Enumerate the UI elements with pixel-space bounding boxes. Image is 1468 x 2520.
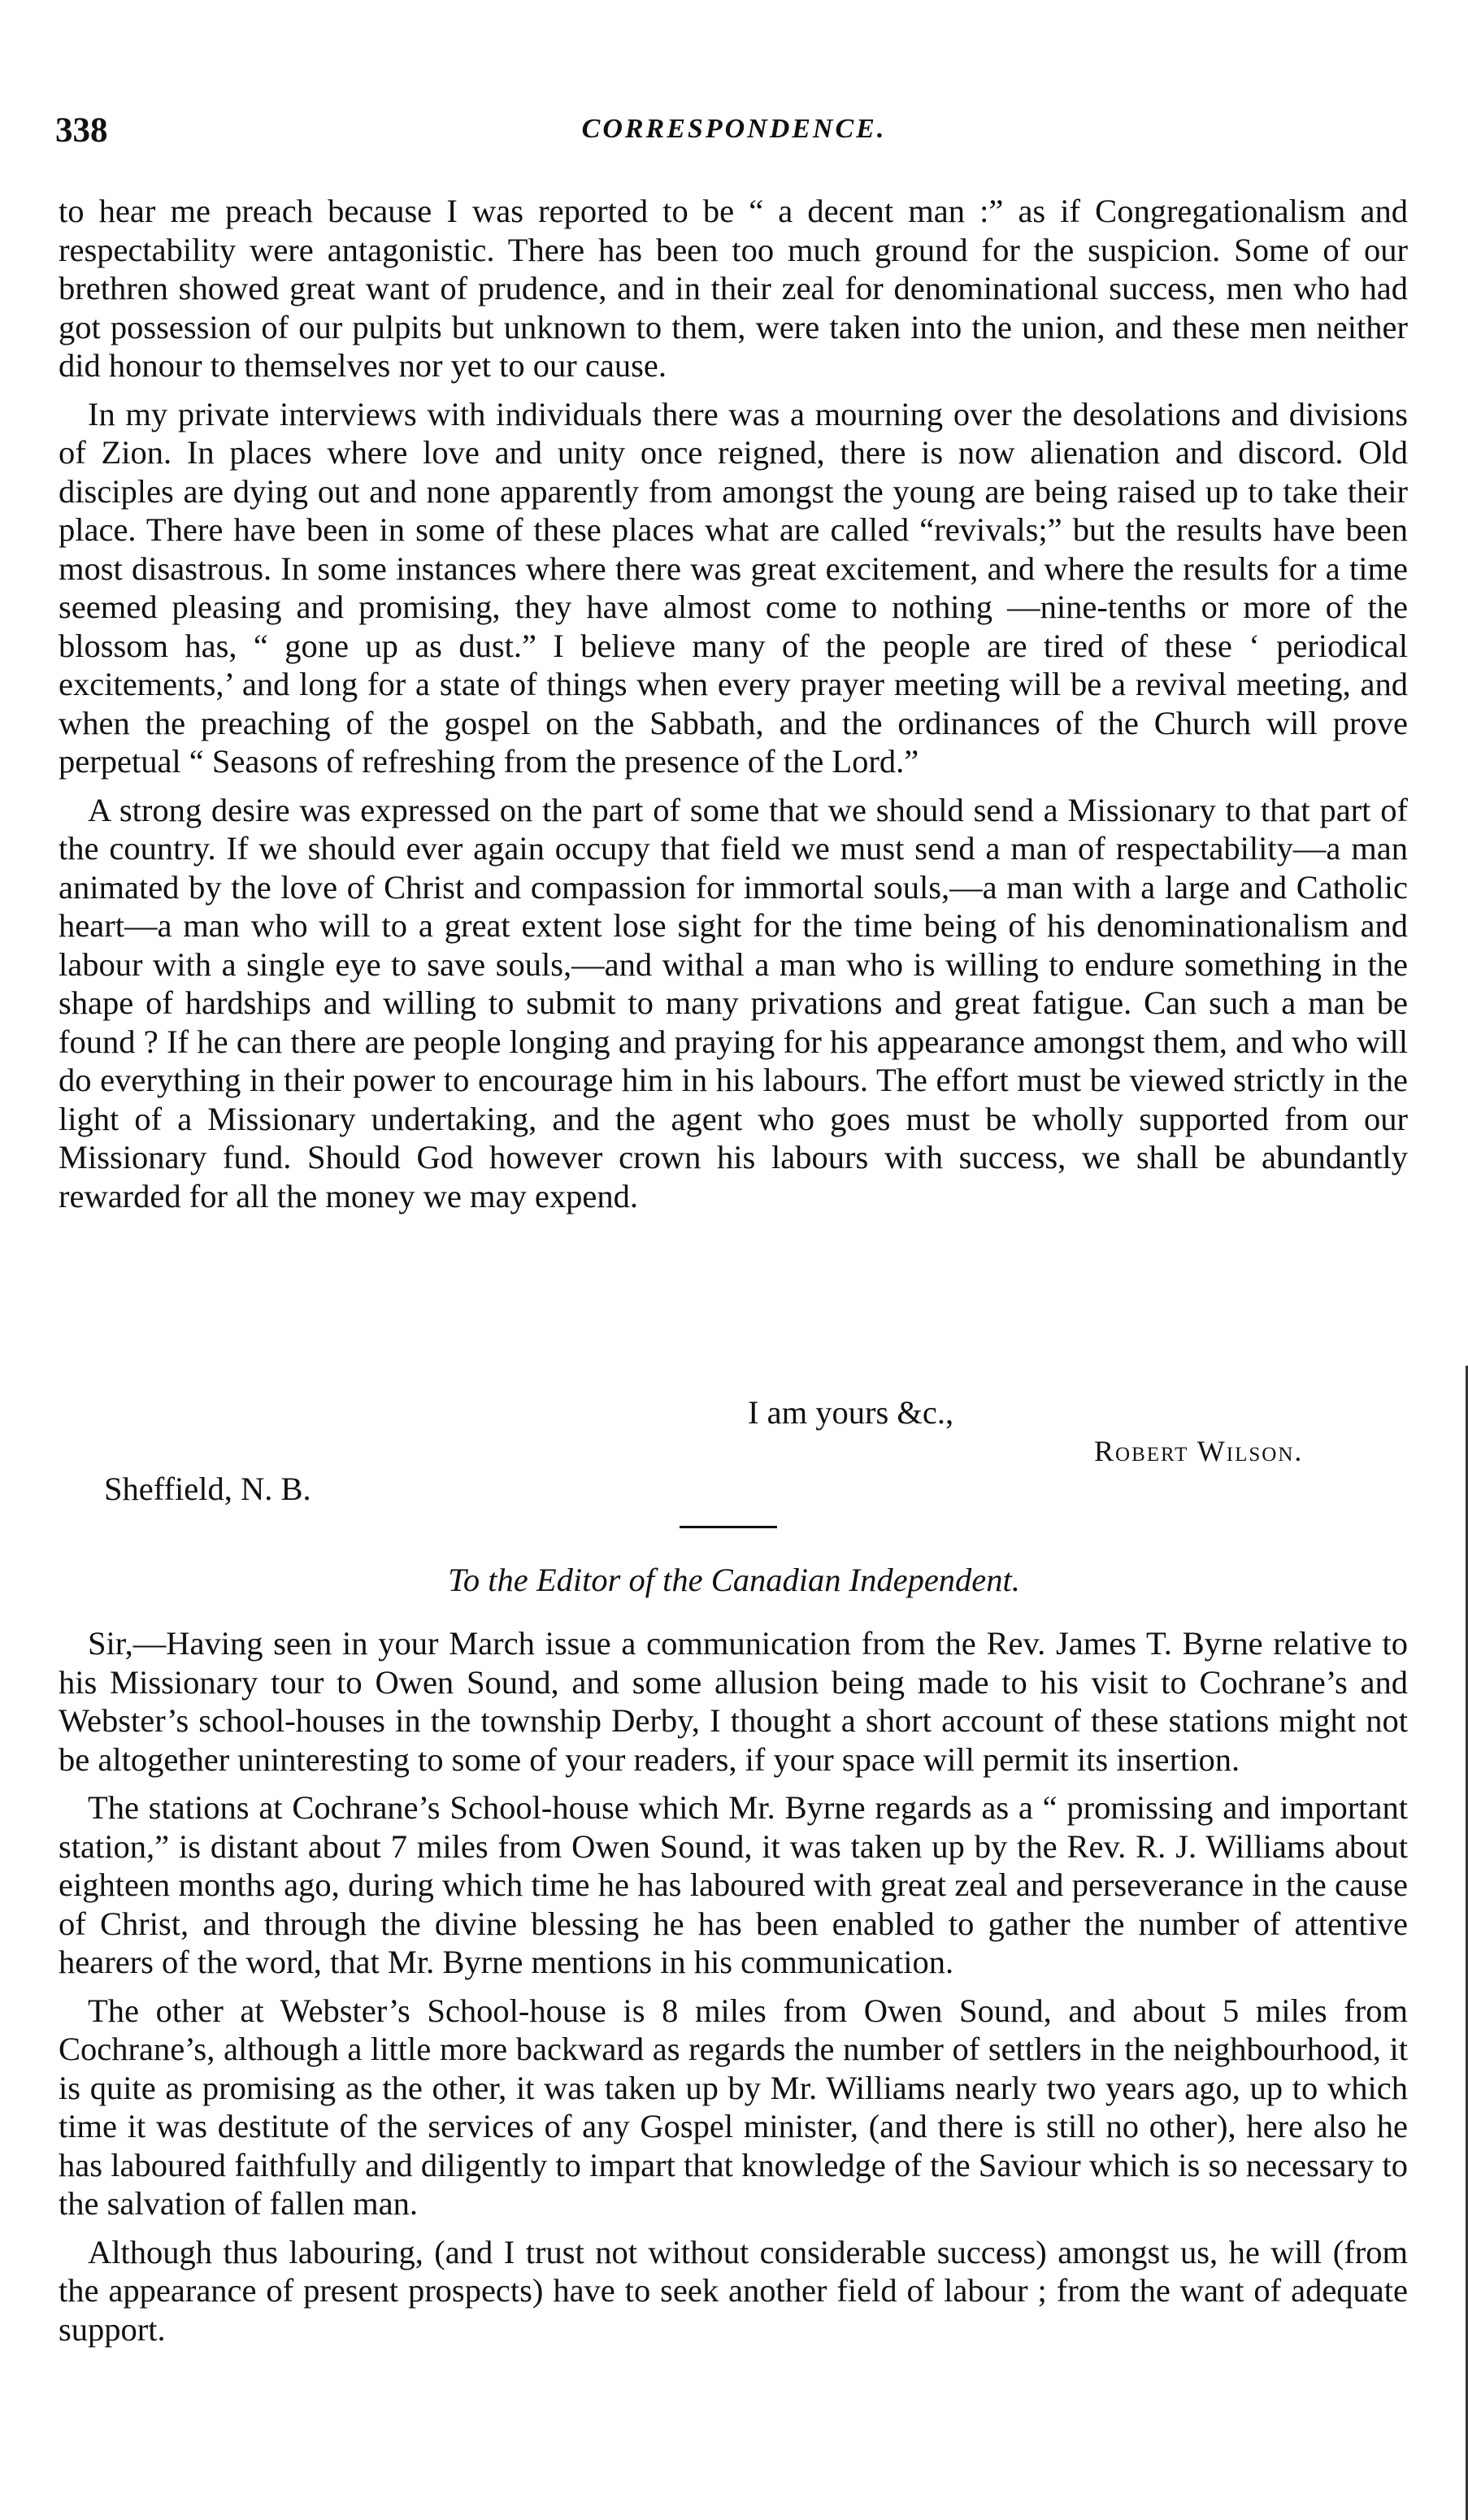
letter-2-body [59,1624,1408,2358]
page-number: 338 [55,111,108,150]
letter-2-paragraph-4: Although thus labouring, (and I trust not without considerable success) amongst us, he will (from the appearance of present prospects) have to seek another field of labour ; from the want of adequate support. [59,2233,1408,2348]
letter-1-paragraph-3: A strong desire was expressed on the part of some that we should send a Missionary to that part of the country. If we should ever again occupy that field we must send a man of respectability—a man animated by the love of Christ and compassion for immortal souls,—a man with a large and Catholic heart—a man who will to a great extent lose sight for the time being of his denominationalism and labour with a single eye to save souls,—and withal a man who is willing to endure something in the shape of hardships and willing to submit to many privations and great fatigue. Can such a man be found ? If he can there are people longing and praying for his appearance amongst them, and who will do everything in their power to encourage him in his labours. The effort must be viewed strictly in the light of a Missionary undertaking, and the agent who goes must be wholly supported from our Missionary fund. Should God however crown his labours with success, we shall be abundantly rewarded for all the money we may expend. [59,791,1408,1214]
letter-1-paragraph-1: to hear me preach because I was reported to be “ a decent man :” as if Congregationalism and respectability were antagonistic. There has been too much ground for the suspicion. Some of our brethren showed great want of prudence, and in their zeal for denominational success, men who had got possession of our pulpits but unknown to them, were taken into the union, and these men neither did honour to themselves nor yet to our cause. [59,193,1408,384]
section-divider [680,1526,777,1528]
letter-1-paragraph-2: In my private interviews with individuals there was a mourning over the desolations and divisions of Zion. In places where love and unity once reigned, there is now alienation and discord. Old disciples are dying out and none apparently from amongst the young are being raised up to take their place. There have been in some of these places what are called “revivals;” but the results have been most disastrous. In some instances where there was great excitement, and where the results for a time seemed pleasing and promising, they have almost come to nothing —nine-tenths or more of the blossom has, “ gone up as dust.” I believe many of the people are tired of these ‘ periodical excitements,’ and long for a state of things when every prayer meeting will be a revival meeting, and when the preaching of the gospel on the Sabbath, and the ordinances of the Church will prove perpetual “ Seasons of refreshing from the presence of the Lord.” [59,395,1408,780]
place-line: Sheffield, N. B. [104,1471,311,1507]
letter-closing: I am yours &c., [748,1394,954,1431]
running-title: CORRESPONDENCE. [581,114,887,144]
letter-1-body [59,192,1408,1225]
letter-2-paragraph-1: Sir,—Having seen in your March issue a communication from the Rev. James T. Byrne relative to his Missionary tour to Owen Sound, and some allusion being made to his visit to Cochrane’s and Webster’s school-houses in the township Derby, I thought a short account of these stations might not be altogether uninteresting to some of your readers, if your space will permit its insertion. [59,1625,1408,1778]
signature: Robert Wilson. [1094,1435,1304,1467]
letter-2-paragraph-3: The other at Webster’s School-house is 8 miles from Owen Sound, and about 5 miles from Cochrane’s, although a little more backward as regards the number of settlers in the neighbourhood, it is quite as promising as the other, it was taken up by Mr. Williams nearly two years ago, up to which time it was destitute of the services of any Gospel minister, (and there is still no other), here also he has laboured faithfully and diligently to impart that knowledge of the Saviour which is so necessary to the salvation of fallen man. [59,1992,1408,2222]
running-head [55,111,1413,159]
letter-2-paragraph-2: The stations at Cochrane’s School-house which Mr. Byrne regards as a “ promissing and important station,” is distant about 7 miles from Owen Sound, it was taken up by the Rev. R. J. Williams about eighteen months ago, during which time he has laboured with great zeal and perseverance in the cause of Christ, and through the divine blessing he has been enabled to gather the number of attentive hearers of the word, that Mr. Byrne mentions in his communication. [59,1789,1408,1980]
editor-address: To the Editor of the Canadian Independent. [448,1562,1020,1598]
